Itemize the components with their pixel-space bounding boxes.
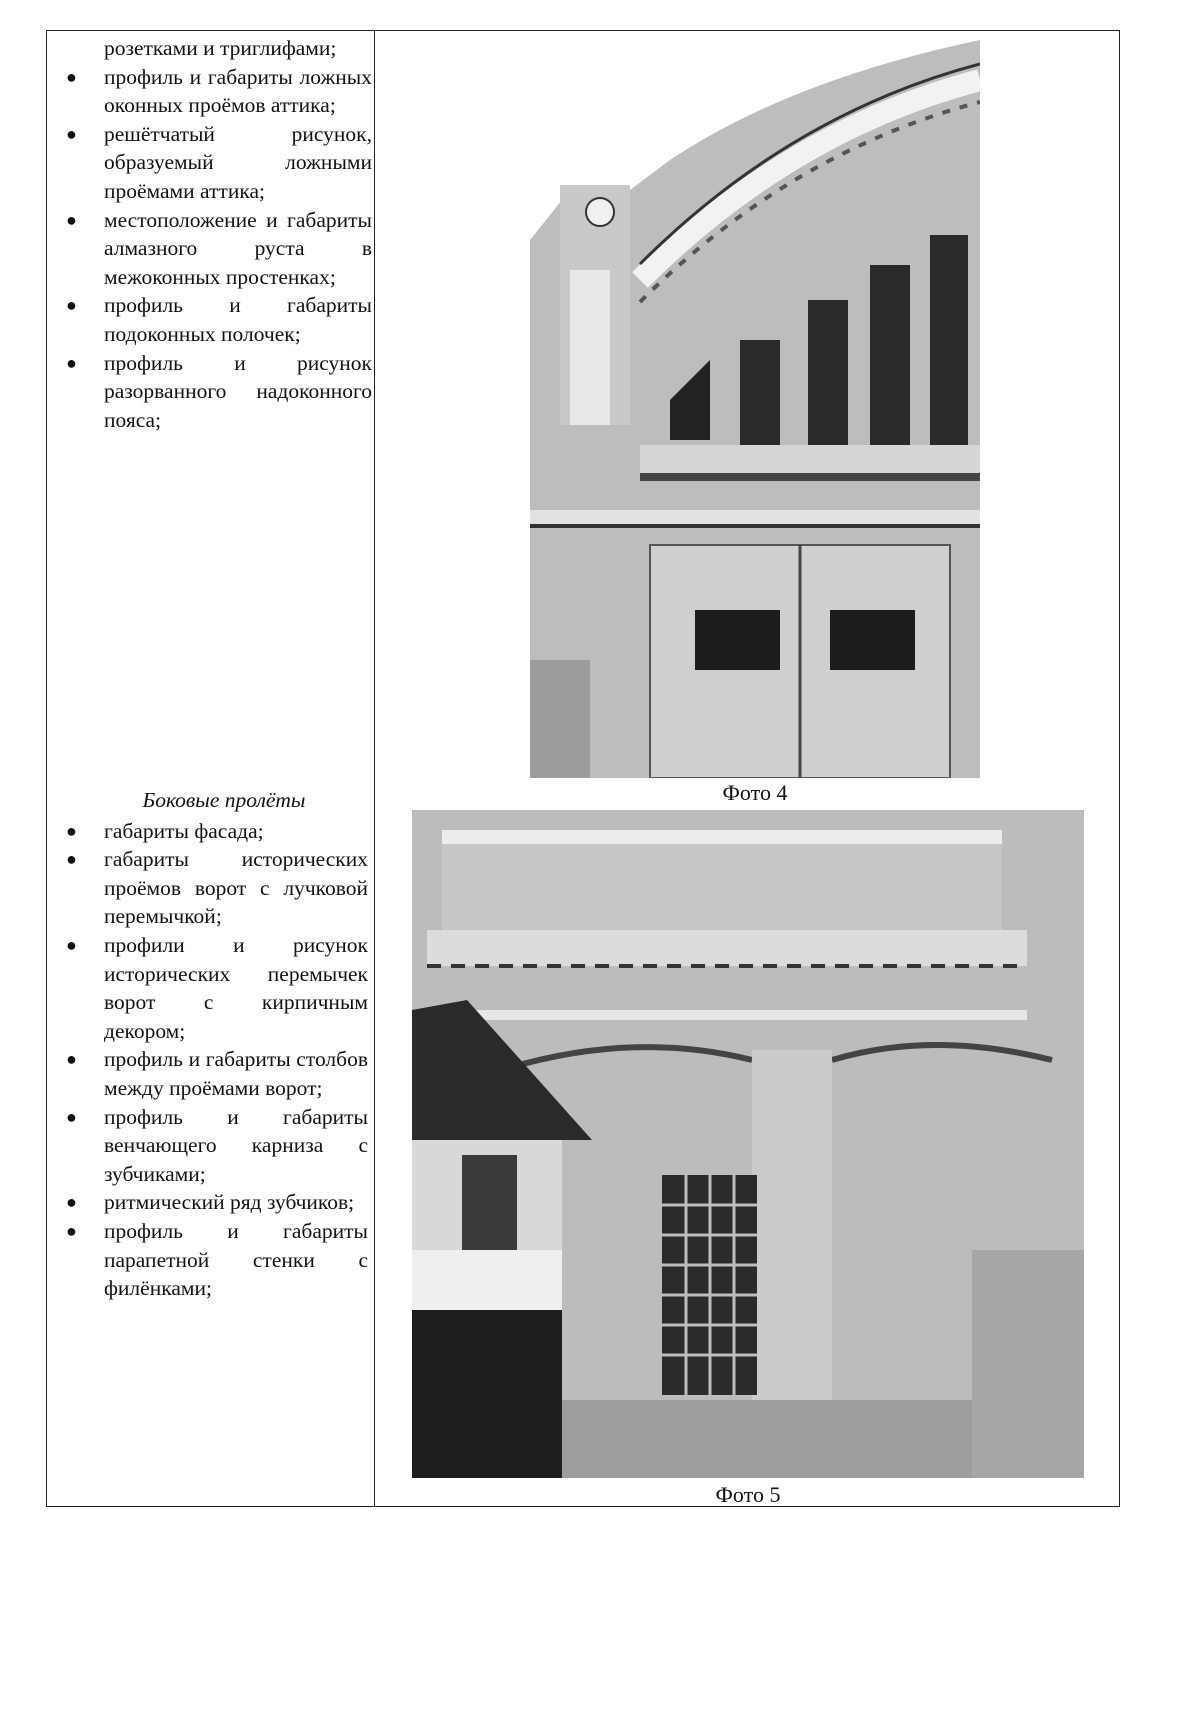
section-1-text	[60, 34, 372, 434]
list-item: ● профиль и габариты венчающего карниза с зубчиками;	[66, 1104, 368, 1186]
bullet-icon: ●	[66, 352, 77, 373]
list-item: ● ритмический ряд зубчиков;	[60, 1188, 368, 1217]
bullet-icon: ●	[66, 209, 77, 230]
column-divider	[374, 30, 375, 1507]
list-item: ● профиль и габариты парапетной стенки с филёнками;	[66, 1218, 368, 1301]
continued-item: розетками и триглифами;	[104, 36, 337, 60]
section-heading: Боковые пролёты	[142, 788, 306, 812]
list-item: ● профиль и рисунок разорванного надоконного пояса;	[66, 350, 372, 432]
list-item: ● профиль и габариты столбов между проёмами ворот;	[66, 1047, 368, 1100]
section-2-text	[60, 786, 368, 1303]
list-item: ● профиль и габариты ложных оконных проёмов аттика;	[66, 64, 372, 118]
bullet-icon: ●	[66, 820, 77, 841]
list-item: ● решётчатый рисунок, образуемый ложными проёмами аттика;	[66, 121, 372, 203]
bullet-icon: ●	[66, 295, 77, 316]
bullet-icon: ●	[66, 934, 77, 955]
photo-5-caption: Фото 5	[715, 1482, 781, 1507]
list-item: ● габариты фасада;	[60, 817, 368, 846]
photo-4-caption: Фото 4	[722, 780, 788, 805]
photo-5-drawing	[412, 810, 1084, 1478]
bullet-icon: ●	[66, 849, 77, 870]
list-item: ● местоположение и габариты алмазного руста в межоконных простенках;	[66, 207, 372, 289]
bullet-icon: ●	[66, 1220, 77, 1241]
bullet-icon: ●	[66, 1049, 77, 1070]
photo-4-drawing	[530, 40, 980, 778]
bullet-icon: ●	[66, 123, 77, 144]
list-item: ● профили и рисунок исторических перемычек ворот с кирпичным декором;	[66, 932, 368, 1043]
bullet-icon: ●	[66, 66, 77, 87]
bullet-icon: ●	[66, 1192, 77, 1213]
section-2-list	[60, 817, 368, 1303]
photo-5	[412, 810, 1084, 1478]
list-item: ● габариты исторических проёмов ворот с лучковой перемычкой;	[66, 847, 368, 929]
bullet-icon: ●	[66, 1106, 77, 1127]
list-item: ● профиль и габариты подоконных полочек;	[66, 293, 372, 346]
photo-4	[530, 40, 980, 778]
section-1-list	[60, 63, 372, 435]
